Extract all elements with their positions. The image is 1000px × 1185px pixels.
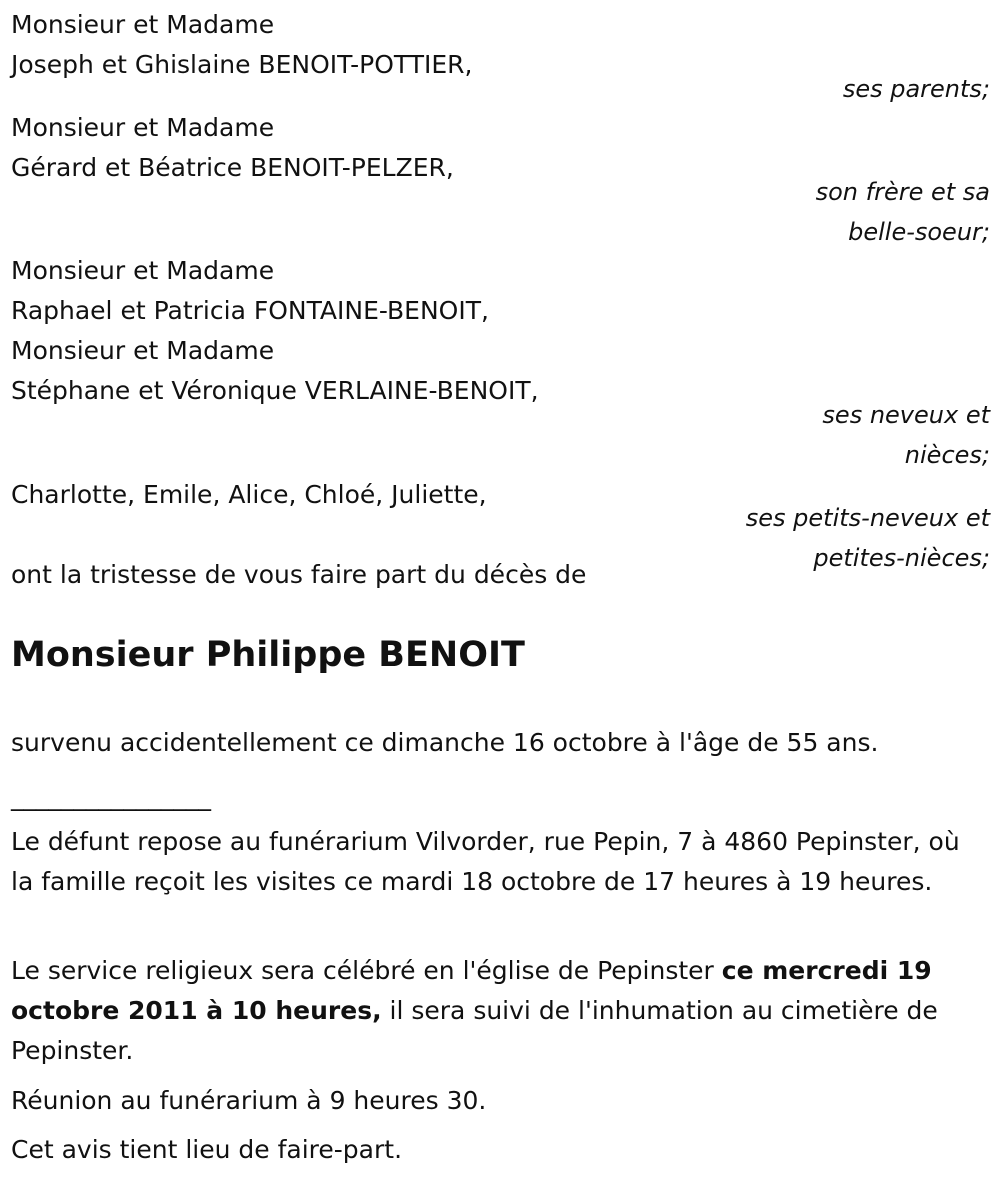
separator-line: ________________ bbox=[11, 782, 211, 811]
grandnephews-role-line2: petites-nièces; bbox=[813, 544, 990, 572]
brother-role-line1: son frère et sa bbox=[815, 178, 990, 206]
brother-title: Monsieur et Madame bbox=[11, 113, 275, 142]
nephews-role-line1: ses neveux et bbox=[822, 401, 990, 429]
parents-title: Monsieur et Madame bbox=[11, 10, 275, 39]
grandnephews-names: Charlotte, Emile, Alice, Chloé, Juliette, bbox=[11, 480, 487, 509]
nephew1-names: Raphael et Patricia FONTAINE-BENOIT, bbox=[11, 296, 489, 325]
nephew2-title: Monsieur et Madame bbox=[11, 336, 275, 365]
deceased-name: Monsieur Philippe BENOIT bbox=[11, 635, 525, 675]
closing-paragraph: Cet avis tient lieu de faire-part. bbox=[11, 1135, 403, 1164]
nephews-role-line2: nièces; bbox=[904, 441, 990, 469]
nephew2-names: Stéphane et Véronique VERLAINE-BENOIT, bbox=[11, 376, 539, 405]
brother-role-line2: belle-soeur; bbox=[848, 218, 990, 246]
brother-names: Gérard et Béatrice BENOIT-PELZER, bbox=[11, 153, 454, 182]
meeting-paragraph: Réunion au funérarium à 9 heures 30. bbox=[11, 1086, 487, 1115]
service-text-before: Le service religieux sera célébré en l'église de Pepinster bbox=[11, 956, 722, 985]
service-date-bold: ce mercredi 19 octobre 2011 à 10 heures, bbox=[11, 956, 932, 1025]
service-text-after: il sera suivi de l'inhumation au cimetière de Pepinster. bbox=[11, 996, 938, 1065]
service-paragraph bbox=[11, 951, 986, 1071]
parents-names: Joseph et Ghislaine BENOIT-POTTIER, bbox=[11, 50, 473, 79]
grandnephews-role-line1: ses petits-neveux et bbox=[745, 504, 990, 532]
repose-paragraph: Le défunt repose au funérarium Vilvorder, rue Pepin, 7 à 4860 Pepinster, où la famille reçoit les visites ce mardi 18 octobre de 17 heures à 19 heures. bbox=[11, 827, 960, 896]
nephew1-title: Monsieur et Madame bbox=[11, 256, 275, 285]
announcement-text: ont la tristesse de vous faire part du décès de bbox=[11, 560, 587, 589]
death-info: survenu accidentellement ce dimanche 16 octobre à l'âge de 55 ans. bbox=[11, 728, 879, 757]
parents-role: ses parents; bbox=[842, 75, 990, 103]
